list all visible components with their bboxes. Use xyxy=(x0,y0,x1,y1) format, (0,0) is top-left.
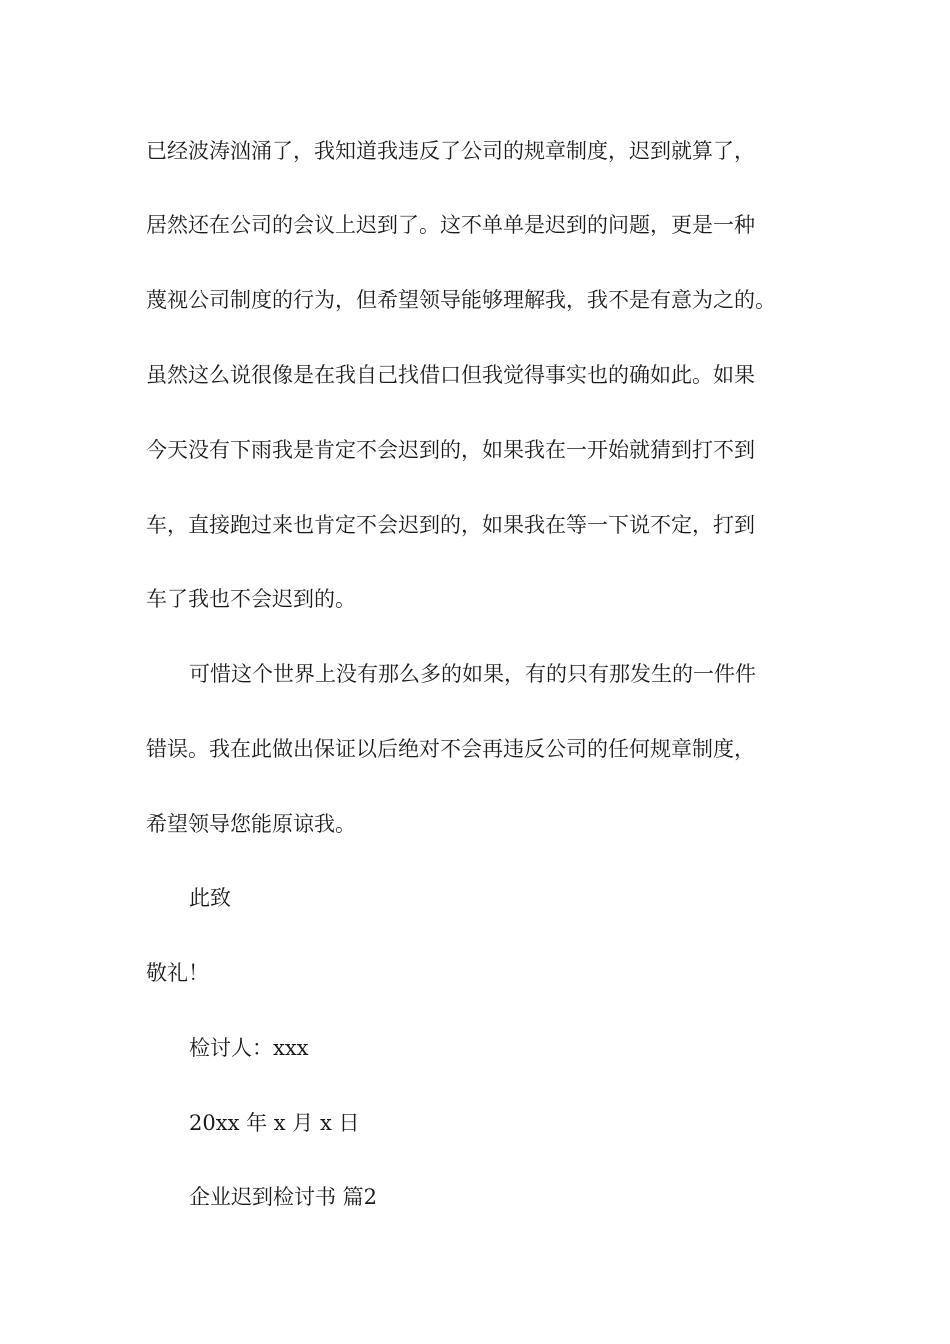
paragraph-line: 蔑视公司制度的行为，但希望领导能够理解我，我不是有意为之的。 xyxy=(146,288,776,312)
signature-date: 20xx 年 x 月 x 日 xyxy=(189,1111,360,1135)
paragraph-line: 车，直接跑过来也肯定不会迟到的，如果我在等一下说不定，打到 xyxy=(146,513,755,537)
closing-regards: 敬礼！ xyxy=(146,961,209,985)
section-heading: 企业迟到检讨书 篇2 xyxy=(189,1185,378,1209)
paragraph-line: 错误。我在此做出保证以后绝对不会再违反公司的任何规章制度， xyxy=(146,737,755,761)
signature-author: 检讨人：xxx xyxy=(189,1036,309,1060)
paragraph-line: 可惜这个世界上没有那么多的如果，有的只有那发生的一件件 xyxy=(189,662,756,686)
closing-salutation: 此致 xyxy=(189,886,231,910)
paragraph-line: 希望领导您能原谅我。 xyxy=(146,812,356,836)
paragraph-line: 居然还在公司的会议上迟到了。这不单单是迟到的问题，更是一种 xyxy=(146,213,755,237)
paragraph-line: 今天没有下雨我是肯定不会迟到的，如果我在一开始就猜到打不到 xyxy=(146,438,755,462)
paragraph-line: 虽然这么说很像是在我自己找借口但我觉得事实也的确如此。如果 xyxy=(146,363,755,387)
paragraph-line: 已经波涛汹涌了，我知道我违反了公司的规章制度，迟到就算了， xyxy=(146,139,755,163)
paragraph-line: 车了我也不会迟到的。 xyxy=(146,587,356,611)
